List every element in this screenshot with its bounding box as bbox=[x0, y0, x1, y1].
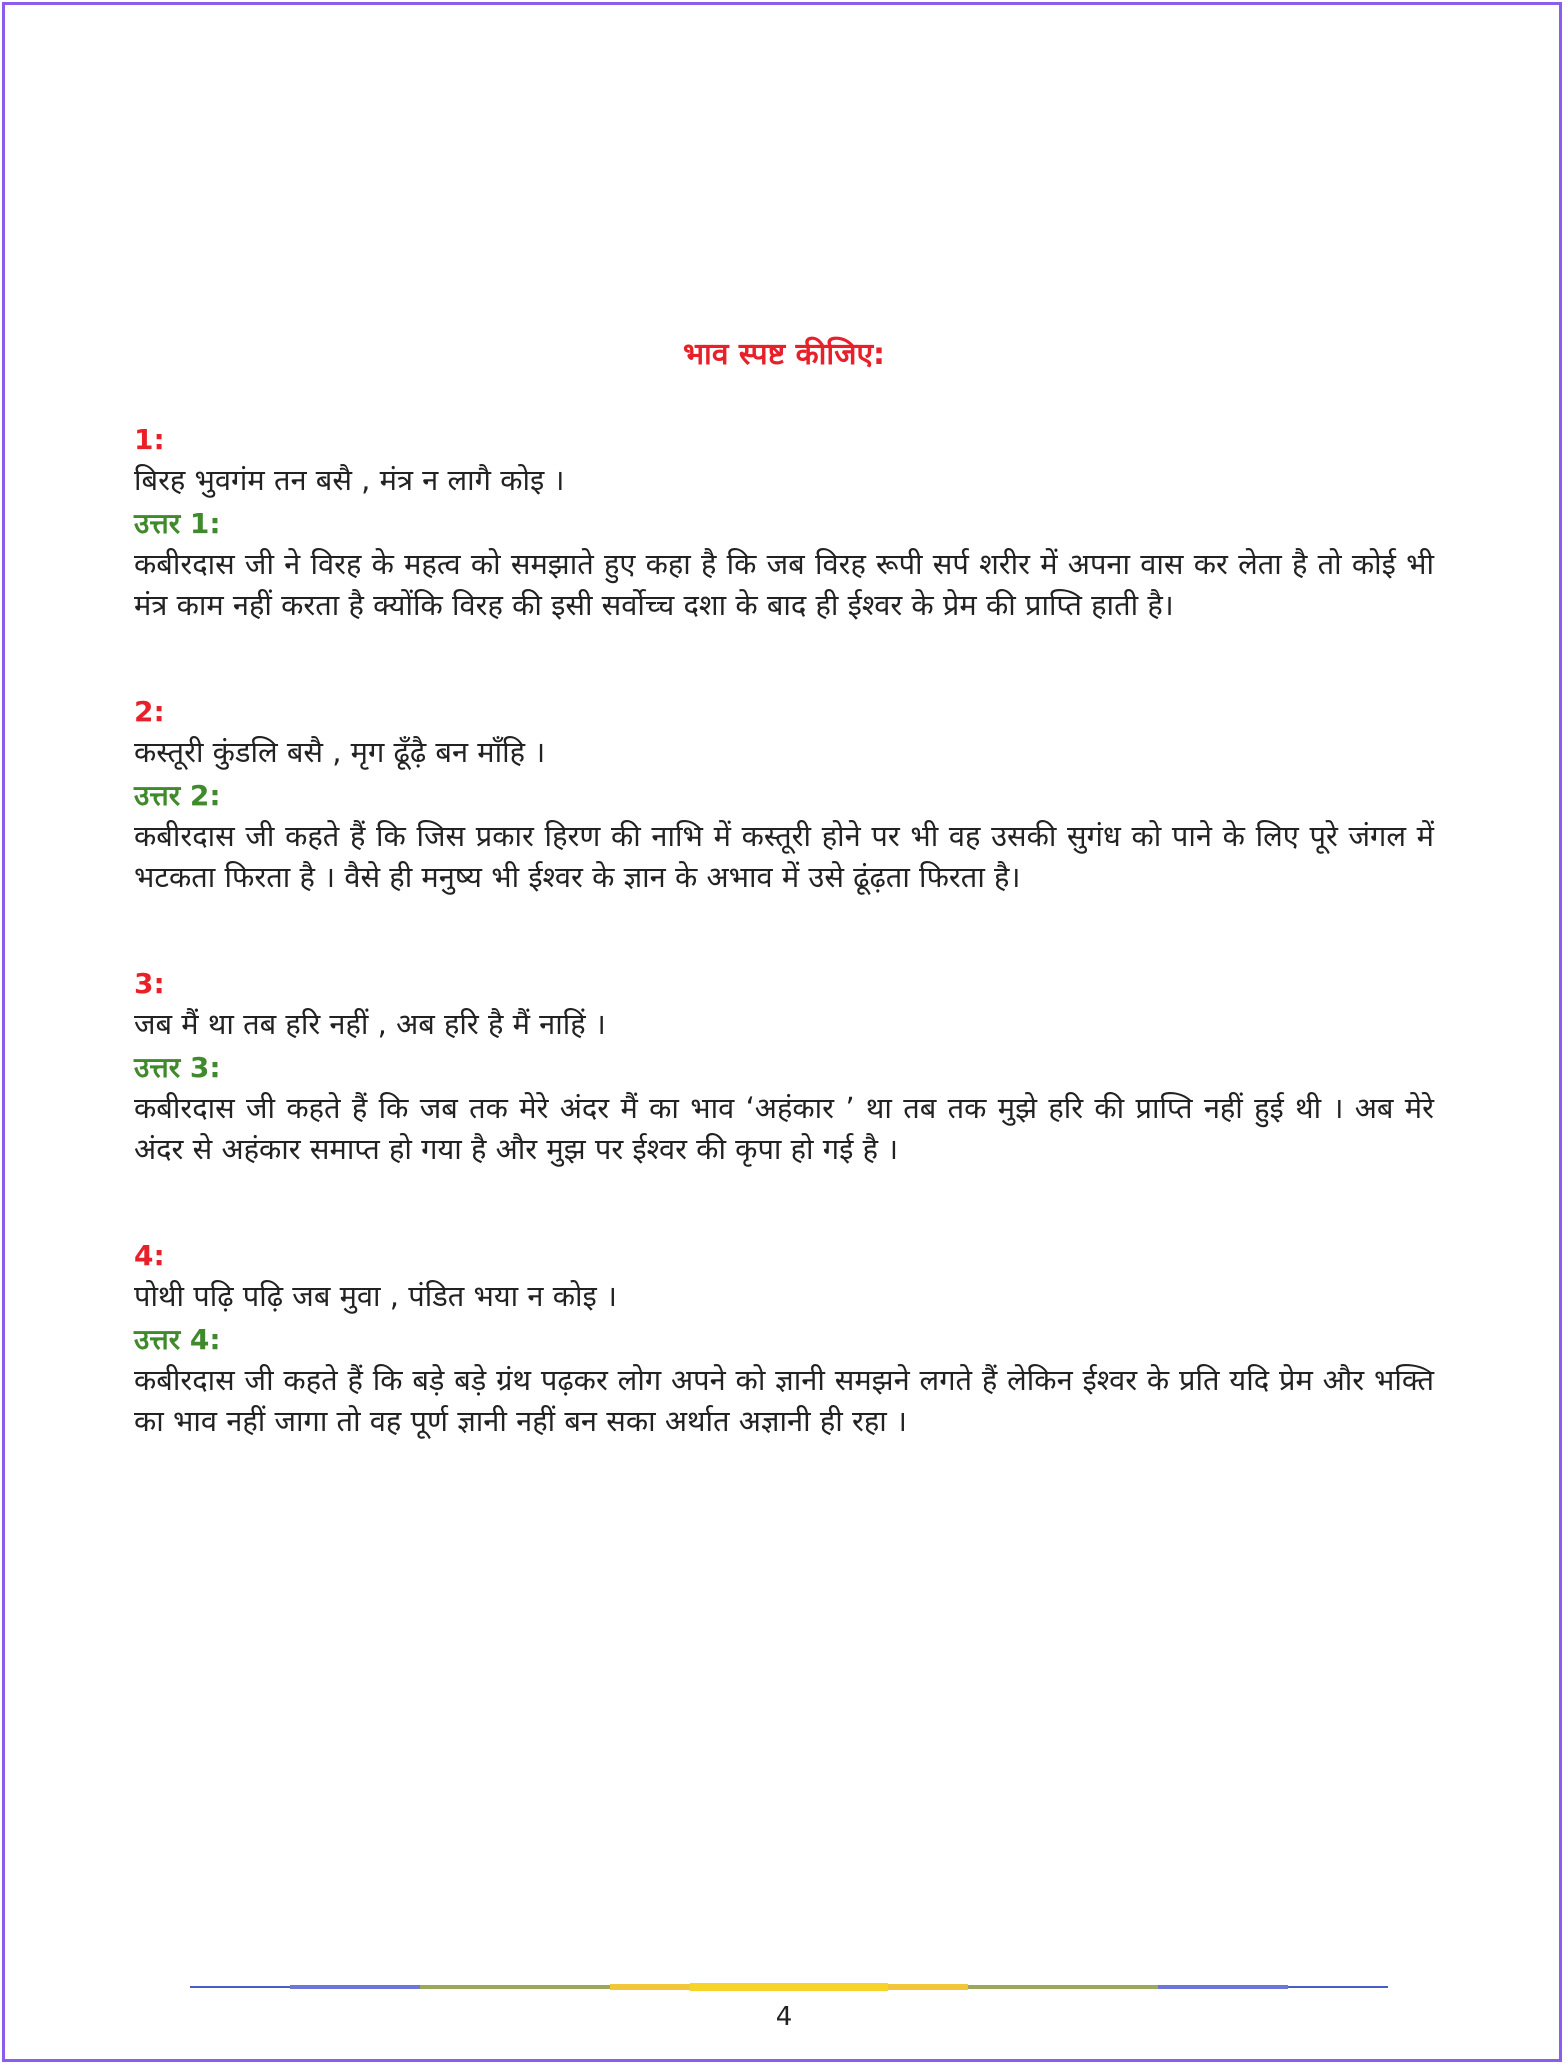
question-text: पोथी पढ़ि पढ़ि जब मुवा , पंडित भया न कोइ । bbox=[134, 1279, 617, 1313]
question-number: 4: bbox=[134, 1239, 165, 1272]
question-block-1 bbox=[134, 420, 1434, 626]
question-number: 1: bbox=[134, 423, 165, 456]
page-number: 4 bbox=[775, 2002, 793, 2032]
question-number: 3: bbox=[134, 967, 165, 1000]
question-text: जब मैं था तब हरि नहीं , अब हरि है मैं नाहिं । bbox=[134, 1007, 606, 1041]
question-block-3 bbox=[134, 964, 1434, 1170]
page-heading: भाव स्पष्ट कीजिए: bbox=[682, 337, 886, 372]
answer-text: कबीरदास जी कहते हैं कि जिस प्रकार हिरण की नाभि में कस्तूरी होने पर भी वह उसकी सुगंध को पाने के लिए पूरे जंगल में भटकता फिरता है । वैसे ही मनुष्य भी ईश्वर के ज्ञान के अभाव में उसे ढूंढ़ता फिरता है। bbox=[134, 819, 1434, 894]
answer-text: कबीरदास जी कहते हैं कि बड़े बड़े ग्रंथ पढ़कर लोग अपने को ज्ञानी समझने लगते हैं लेकिन ईश्वर के प्रति यदि प्रेम और भक्ति का भाव नहीं जागा तो वह पूर्ण ज्ञानी नहीं बन सका अर्थात अज्ञानी ही रहा । bbox=[134, 1363, 1434, 1438]
question-block-4 bbox=[134, 1236, 1434, 1442]
question-number: 2: bbox=[134, 695, 165, 728]
questions-list bbox=[134, 420, 1434, 1508]
question-block-2 bbox=[134, 692, 1434, 898]
answer-label: उत्तर 4: bbox=[134, 1323, 221, 1356]
answer-label: उत्तर 1: bbox=[134, 507, 221, 540]
answer-text: कबीरदास जी ने विरह के महत्व को समझाते हुए कहा है कि जब विरह रूपी सर्प शरीर में अपना वास कर लेता है तो कोई भी मंत्र काम नहीं करता है क्योंकि विरह की इसी सर्वोच्च दशा के बाद ही ईश्वर के प्रेम की प्राप्ति हाती है। bbox=[134, 547, 1434, 622]
question-text: बिरह भुवगंम तन बसै , मंत्र न लागै कोइ । bbox=[134, 463, 565, 497]
footer-divider bbox=[190, 1982, 1388, 1992]
question-text: कस्तूरी कुंडलि बसै , मृग ढूँढ़ै बन माँहि । bbox=[134, 735, 546, 769]
answer-label: उत्तर 2: bbox=[134, 779, 221, 812]
answer-label: उत्तर 3: bbox=[134, 1051, 221, 1084]
answer-text: कबीरदास जी कहते हैं कि जब तक मेरे अंदर मैं का भाव ‘अहंकार ’ था तब तक मुझे हरि की प्राप्ति नहीं हुई थी । अब मेरे अंदर से अहंकार समाप्त हो गया है और मुझ पर ईश्वर की कृपा हो गई है । bbox=[134, 1091, 1434, 1166]
